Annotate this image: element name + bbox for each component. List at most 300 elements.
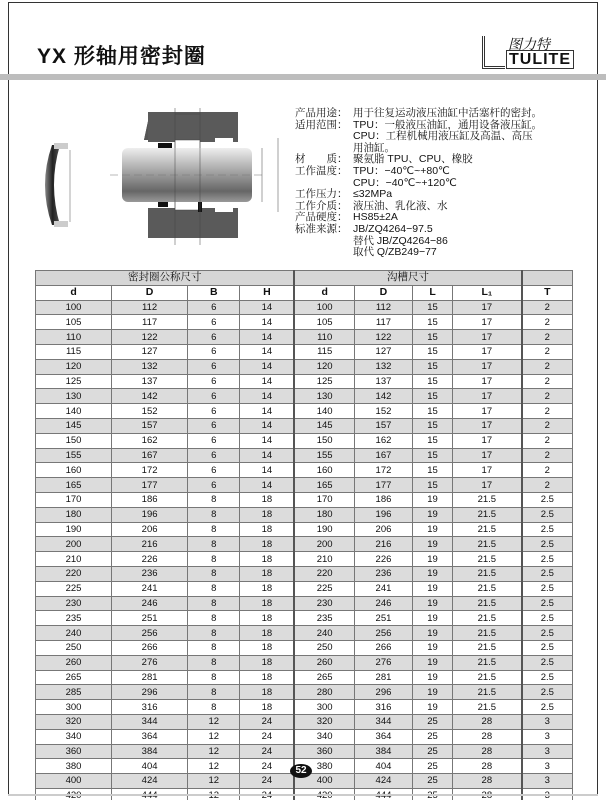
table-cell: 19 (413, 626, 453, 641)
table-cell: 2 (522, 448, 573, 463)
table-row (36, 714, 573, 729)
column-header: D (354, 285, 412, 300)
table-row (36, 640, 573, 655)
table-cell: 19 (413, 566, 453, 581)
table-cell: 17 (453, 463, 522, 478)
table-cell: 2 (522, 315, 573, 330)
table-cell: 24 (240, 774, 295, 789)
table-cell: 2.5 (522, 552, 573, 567)
table-cell: 167 (354, 448, 412, 463)
table-cell: 24 (240, 759, 295, 774)
spec-row: 替代 JB/ZQ4264−86 (353, 234, 448, 247)
table-cell: 260 (294, 655, 354, 670)
table-cell: 360 (36, 744, 112, 759)
table-cell: 2 (522, 374, 573, 389)
table-cell: 226 (112, 552, 188, 567)
table-row (36, 729, 573, 744)
table-cell: 165 (36, 478, 112, 493)
table-cell: 18 (240, 492, 295, 507)
table-cell: 296 (354, 685, 412, 700)
spec-label: 产品用途： (295, 107, 348, 119)
table-cell: 18 (240, 626, 295, 641)
table-cell: 8 (188, 581, 240, 596)
spec-value: TPU：一般液压油缸，通用设备液压缸。 (353, 118, 542, 131)
table-cell: 24 (240, 729, 295, 744)
table-cell: 236 (112, 566, 188, 581)
table-row (36, 744, 573, 759)
table-cell: 276 (354, 655, 412, 670)
page-frame-top (8, 2, 598, 3)
column-header: L (413, 285, 453, 300)
table-cell: 285 (36, 685, 112, 700)
column-header: H (240, 285, 295, 300)
table-cell: 14 (240, 389, 295, 404)
table-cell: 130 (36, 389, 112, 404)
table-cell: 6 (188, 344, 240, 359)
table-cell: 162 (112, 433, 188, 448)
table-cell: 19 (413, 552, 453, 567)
table-cell: 21.5 (453, 685, 522, 700)
table-cell: 18 (240, 670, 295, 685)
table-cell: 177 (112, 478, 188, 493)
table-cell: 18 (240, 640, 295, 655)
table-cell: 21.5 (453, 522, 522, 537)
table-row (36, 700, 573, 715)
table-cell: 112 (112, 300, 188, 315)
table-row (36, 581, 573, 596)
table-cell: 18 (240, 700, 295, 715)
column-header: D (112, 285, 188, 300)
seal-installation-drawing (40, 100, 285, 250)
table-cell: 316 (112, 700, 188, 715)
table-row (36, 566, 573, 581)
table-cell: 17 (453, 478, 522, 493)
table-cell: 8 (188, 700, 240, 715)
table-cell: 110 (36, 330, 112, 345)
table-cell: 2 (522, 330, 573, 345)
spec-label: 适用范围： (295, 118, 348, 131)
table-cell: 25 (413, 788, 453, 800)
table-row (36, 626, 573, 641)
table-cell: 444 (112, 788, 188, 800)
spec-row: 取代 Q/ZB249−77 (353, 246, 437, 259)
spec-label: 材 质： (295, 153, 348, 166)
table-cell: 14 (240, 478, 295, 493)
table-cell: 14 (240, 433, 295, 448)
table-row (36, 344, 573, 359)
table-cell: 19 (413, 685, 453, 700)
page-frame-left (8, 2, 9, 795)
table-cell: 150 (294, 433, 354, 448)
table-cell: 18 (240, 596, 295, 611)
table-cell: 196 (354, 507, 412, 522)
table-row (36, 359, 573, 374)
table-cell: 18 (240, 685, 295, 700)
size-table (35, 270, 573, 800)
group-header-blank (522, 271, 573, 286)
table-cell: 216 (354, 537, 412, 552)
table-cell: 24 (240, 714, 295, 729)
table-cell: 2 (522, 433, 573, 448)
table-cell: 170 (294, 492, 354, 507)
table-cell: 132 (354, 359, 412, 374)
table-cell: 8 (188, 655, 240, 670)
table-cell: 18 (240, 611, 295, 626)
table-cell: 6 (188, 478, 240, 493)
table-cell: 120 (294, 359, 354, 374)
table-cell: 15 (413, 418, 453, 433)
table-cell: 140 (294, 404, 354, 419)
table-cell: 420 (36, 788, 112, 800)
table-cell: 137 (354, 374, 412, 389)
table-cell: 2.5 (522, 522, 573, 537)
table-row (36, 611, 573, 626)
table-cell: 25 (413, 744, 453, 759)
table-cell: 2.5 (522, 611, 573, 626)
table-cell: 19 (413, 581, 453, 596)
table-cell: 8 (188, 596, 240, 611)
table-cell: 2 (522, 389, 573, 404)
table-cell: 167 (112, 448, 188, 463)
table-cell: 122 (112, 330, 188, 345)
seal-ring-icon (45, 143, 70, 227)
table-cell: 2 (522, 344, 573, 359)
table-cell: 17 (453, 433, 522, 448)
table-cell: 364 (354, 729, 412, 744)
table-cell: 230 (36, 596, 112, 611)
table-cell: 21.5 (453, 640, 522, 655)
table-cell: 444 (354, 788, 412, 800)
table-cell: 8 (188, 492, 240, 507)
table-cell: 105 (294, 315, 354, 330)
table-row (36, 418, 573, 433)
spec-row (295, 108, 542, 120)
table-cell: 172 (354, 463, 412, 478)
table-cell: 3 (522, 759, 573, 774)
table-cell: 18 (240, 537, 295, 552)
table-cell: 180 (294, 507, 354, 522)
spec-value: 液压油、乳化液、水 (353, 199, 448, 212)
table-cell: 241 (112, 581, 188, 596)
table-cell: 15 (413, 344, 453, 359)
table-cell: 266 (112, 640, 188, 655)
logo-mark (482, 36, 505, 69)
table-row (36, 492, 573, 507)
table-cell: 241 (354, 581, 412, 596)
table-row (36, 655, 573, 670)
table-cell: 122 (354, 330, 412, 345)
table-cell: 6 (188, 374, 240, 389)
table-cell: 25 (413, 759, 453, 774)
table-row (36, 389, 573, 404)
table-cell: 18 (240, 581, 295, 596)
spec-row (295, 189, 542, 201)
table-cell: 18 (240, 522, 295, 537)
table-cell: 155 (36, 448, 112, 463)
spec-row (295, 224, 542, 236)
table-cell: 12 (188, 714, 240, 729)
table-cell: 110 (294, 330, 354, 345)
table-cell: 28 (453, 774, 522, 789)
table-cell: 180 (36, 507, 112, 522)
table-cell: 344 (112, 714, 188, 729)
table-cell: 15 (413, 315, 453, 330)
table-cell: 117 (112, 315, 188, 330)
table-cell: 380 (36, 759, 112, 774)
table-cell: 2.5 (522, 685, 573, 700)
table-cell: 2.5 (522, 507, 573, 522)
table-cell: 28 (453, 759, 522, 774)
table-cell: 19 (413, 611, 453, 626)
table-cell: 15 (413, 330, 453, 345)
table-cell: 400 (36, 774, 112, 789)
table-cell: 186 (112, 492, 188, 507)
table-cell: 160 (294, 463, 354, 478)
group-header-seal-size: 密封圈公称尺寸 (36, 271, 295, 286)
table-cell: 21.5 (453, 507, 522, 522)
table-row (36, 552, 573, 567)
table-cell: 15 (413, 433, 453, 448)
table-cell: 225 (36, 581, 112, 596)
table-cell: 19 (413, 522, 453, 537)
table-cell: 21.5 (453, 492, 522, 507)
table-row (36, 670, 573, 685)
table-cell: 25 (413, 714, 453, 729)
table-cell: 19 (413, 492, 453, 507)
table-cell: 12 (188, 744, 240, 759)
table-cell: 15 (413, 448, 453, 463)
table-cell: 115 (36, 344, 112, 359)
group-header-groove-size: 沟槽尺寸 (294, 271, 521, 286)
table-cell: 250 (36, 640, 112, 655)
table-cell: 364 (112, 729, 188, 744)
table-cell: 210 (36, 552, 112, 567)
table-cell: 8 (188, 522, 240, 537)
table-cell: 196 (112, 507, 188, 522)
table-row (36, 374, 573, 389)
table-cell: 17 (453, 344, 522, 359)
table-cell: 250 (294, 640, 354, 655)
column-header: B (188, 285, 240, 300)
spec-label: 产品硬度： (295, 211, 348, 224)
table-cell: 100 (294, 300, 354, 315)
product-specs (295, 108, 542, 259)
spec-value: 聚氨脂 TPU、CPU、橡胶 (353, 153, 473, 166)
table-cell: 14 (240, 300, 295, 315)
table-cell: 6 (188, 359, 240, 374)
table-cell: 260 (36, 655, 112, 670)
spec-label: 标准来源： (295, 222, 348, 235)
table-cell: 21.5 (453, 670, 522, 685)
table-cell: 230 (294, 596, 354, 611)
table-cell: 424 (354, 774, 412, 789)
table-cell: 152 (112, 404, 188, 419)
table-cell: 6 (188, 300, 240, 315)
table-cell: 17 (453, 300, 522, 315)
table-cell: 206 (354, 522, 412, 537)
table-cell: 251 (112, 611, 188, 626)
table-cell: 157 (112, 418, 188, 433)
table-cell: 142 (112, 389, 188, 404)
table-cell: 157 (354, 418, 412, 433)
spec-value: ≤32MPa (353, 188, 393, 201)
table-cell: 21.5 (453, 700, 522, 715)
table-cell: 12 (188, 759, 240, 774)
table-cell: 280 (294, 685, 354, 700)
table-cell: 6 (188, 463, 240, 478)
table-cell: 140 (36, 404, 112, 419)
table-cell: 19 (413, 655, 453, 670)
table-cell: 24 (240, 744, 295, 759)
table-cell: 17 (453, 404, 522, 419)
table-cell: 120 (36, 359, 112, 374)
table-cell: 6 (188, 389, 240, 404)
table-row (36, 478, 573, 493)
table-cell: 240 (36, 626, 112, 641)
table-cell: 21.5 (453, 655, 522, 670)
table-cell: 6 (188, 315, 240, 330)
table-cell: 162 (354, 433, 412, 448)
spec-row: 用油缸。 (353, 141, 395, 154)
table-cell: 3 (522, 788, 573, 800)
spec-label: 工作介质： (295, 199, 348, 212)
table-cell: 300 (294, 700, 354, 715)
table-cell: 424 (112, 774, 188, 789)
table-cell: 220 (36, 566, 112, 581)
table-cell: 2 (522, 300, 573, 315)
table-cell: 3 (522, 774, 573, 789)
table-row (36, 463, 573, 478)
spec-value: HS85±2A (353, 211, 398, 224)
table-cell: 8 (188, 552, 240, 567)
header-band (0, 74, 606, 80)
company-logo (480, 34, 580, 70)
table-cell: 132 (112, 359, 188, 374)
table-cell: 19 (413, 670, 453, 685)
table-cell: 235 (294, 611, 354, 626)
table-cell: 145 (36, 418, 112, 433)
table-cell: 17 (453, 389, 522, 404)
column-header: d (294, 285, 354, 300)
logo-cn: 图力特 (508, 36, 550, 52)
table-cell: 384 (112, 744, 188, 759)
table-cell: 21.5 (453, 626, 522, 641)
table-cell: 14 (240, 374, 295, 389)
table-cell: 2 (522, 404, 573, 419)
table-cell: 127 (112, 344, 188, 359)
table-cell: 15 (413, 463, 453, 478)
table-cell: 220 (294, 566, 354, 581)
table-cell: 225 (294, 581, 354, 596)
table-cell: 200 (294, 537, 354, 552)
table-cell: 8 (188, 685, 240, 700)
table-cell: 420 (294, 788, 354, 800)
table-cell: 21.5 (453, 566, 522, 581)
table-cell: 2.5 (522, 492, 573, 507)
logo-en: TULITE (506, 50, 574, 69)
table-cell: 28 (453, 744, 522, 759)
table-cell: 8 (188, 640, 240, 655)
table-cell: 2.5 (522, 537, 573, 552)
table-cell: 236 (354, 566, 412, 581)
table-cell: 226 (354, 552, 412, 567)
table-cell: 8 (188, 670, 240, 685)
column-header: L₁ (453, 285, 522, 300)
table-cell: 6 (188, 418, 240, 433)
spec-row (295, 166, 542, 178)
table-cell: 15 (413, 359, 453, 374)
table-cell: 18 (240, 507, 295, 522)
table-cell: 21.5 (453, 537, 522, 552)
table-cell: 160 (36, 463, 112, 478)
table-cell: 235 (36, 611, 112, 626)
table-cell: 28 (453, 714, 522, 729)
table-cell: 115 (294, 344, 354, 359)
table-cell: 2 (522, 418, 573, 433)
table-cell: 24 (240, 788, 295, 800)
spec-value: 用于往复运动液压油缸中活塞杆的密封。 (353, 107, 542, 119)
table-cell: 320 (294, 714, 354, 729)
table-cell: 404 (354, 759, 412, 774)
table-cell: 2.5 (522, 596, 573, 611)
table-cell: 21.5 (453, 552, 522, 567)
table-cell: 112 (354, 300, 412, 315)
table-cell: 18 (240, 566, 295, 581)
table-cell: 2 (522, 478, 573, 493)
table-cell: 21.5 (453, 611, 522, 626)
table-cell: 14 (240, 463, 295, 478)
table-cell: 404 (112, 759, 188, 774)
table-cell: 152 (354, 404, 412, 419)
table-cell: 12 (188, 729, 240, 744)
table-cell: 14 (240, 359, 295, 374)
table-cell: 6 (188, 404, 240, 419)
table-cell: 12 (188, 788, 240, 800)
table-cell: 190 (36, 522, 112, 537)
table-cell: 18 (240, 655, 295, 670)
table-row (36, 596, 573, 611)
table-cell: 340 (294, 729, 354, 744)
table-row (36, 448, 573, 463)
table-cell: 170 (36, 492, 112, 507)
table-cell: 266 (354, 640, 412, 655)
table-cell: 14 (240, 418, 295, 433)
table-cell: 19 (413, 507, 453, 522)
table-cell: 21.5 (453, 596, 522, 611)
table-cell: 251 (354, 611, 412, 626)
table-cell: 165 (294, 478, 354, 493)
table-cell: 2.5 (522, 700, 573, 715)
table-cell: 15 (413, 389, 453, 404)
table-cell: 14 (240, 330, 295, 345)
table-cell: 384 (354, 744, 412, 759)
table-row (36, 522, 573, 537)
piston-rod-icon (110, 148, 265, 202)
table-cell: 25 (413, 774, 453, 789)
table-cell: 2.5 (522, 640, 573, 655)
table-row (36, 300, 573, 315)
table-cell: 2.5 (522, 581, 573, 596)
table-cell: 300 (36, 700, 112, 715)
table-cell: 19 (413, 640, 453, 655)
table-cell: 125 (294, 374, 354, 389)
table-cell: 127 (354, 344, 412, 359)
table-cell: 8 (188, 566, 240, 581)
table-cell: 100 (36, 300, 112, 315)
table-cell: 256 (112, 626, 188, 641)
table-cell: 6 (188, 448, 240, 463)
table-cell: 28 (453, 788, 522, 800)
